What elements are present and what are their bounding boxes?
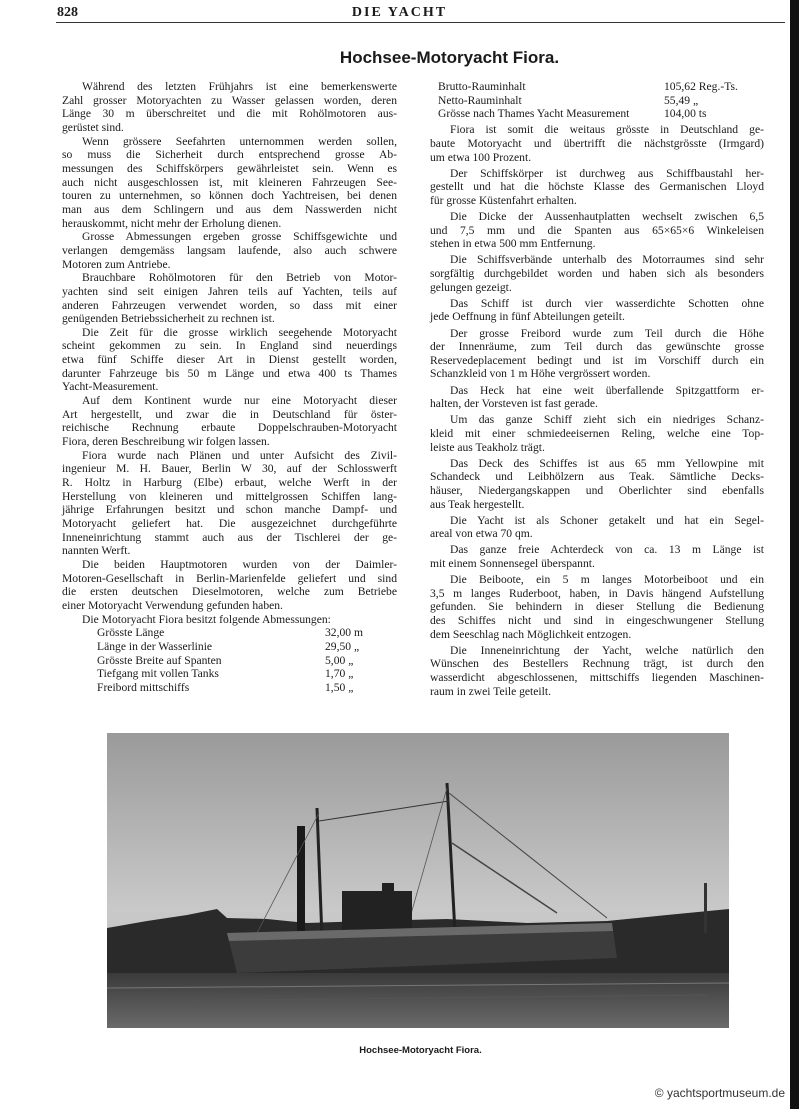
text-line: Motoren zum Antriebe. [62, 257, 171, 271]
text-line: raum in zwei Teile geteilt. [430, 684, 551, 698]
text-line: Das ganze freie Achterdeck von ca. 13 m Länge ist [450, 543, 764, 557]
scan-edge [790, 0, 799, 1109]
paragraph [62, 80, 397, 135]
page-number: 828 [57, 5, 78, 20]
text-line: die ersten deutschen Dieselmotoren, welche zum Betriebe [62, 585, 397, 599]
text-line: Fiora wurde nach Plänen und unter Aufsicht des Zivil- [82, 448, 397, 462]
text-line: mit einem Sonnensegel überspannt. [430, 556, 595, 570]
text-line: Herstellung von kleineren und mittelgrossen Schiffen lang- [62, 489, 397, 503]
text-line: Auf dem Kontinent wurde nur eine Motoryacht dieser [82, 394, 397, 408]
dimension-row [62, 681, 397, 695]
text-line: Das Heck hat eine weit überfallende Spitzgattform er- [450, 383, 764, 397]
header-rule [56, 22, 785, 23]
paragraph [430, 327, 764, 382]
text-line: Motoryacht geliefert hat. Die ausgezeichnet durchgeführte [62, 517, 397, 530]
text-line: halten, der Vorsteven ist fast gerade. [430, 397, 598, 411]
text-line: R. Holtz in Harburg (Elbe) erbaut, welche Werft in der [62, 476, 397, 490]
text-line: Fiora ist somit die weitaus grösste in Deutschland ge- [450, 123, 764, 137]
right-column [430, 80, 764, 701]
text-line: gefunden. Sie behindern in dieser Stellung die Bedienung [430, 600, 764, 614]
text-line: gestellt und hat die höchste Klasse des Germanischen Lloyd [430, 180, 764, 194]
text-line: des Schiffes nicht und sind in eingeschwungener Stellung [430, 613, 764, 627]
text-line: Brauchbare Rohölmotoren für den Betrieb von Motor- [82, 271, 397, 285]
paragraph [430, 297, 764, 324]
dimension-row [62, 626, 397, 640]
dimension-row [62, 640, 397, 654]
text-line: Der grosse Freibord wurde zum Teil durch die Höhe [450, 326, 764, 340]
figure-caption: Hochsee-Motoryacht Fiora. [359, 1045, 482, 1056]
text-line: Das Schiff ist durch vier wasserdichte Schotten ohne [450, 296, 764, 310]
paragraph [430, 543, 764, 570]
text-line: anderen Fahrzeugen verwendet worden, so dass mit einer [62, 298, 397, 312]
text-line: Der Schiffskörper ist durchweg aus Schiffbaustahl her- [450, 166, 764, 180]
paragraph [430, 167, 764, 208]
text-line: areal von etwa 70 qm. [430, 527, 533, 541]
dimension-row [62, 667, 397, 681]
row-label: Netto-Rauminhalt [438, 93, 522, 107]
text-line: jährige Erfahrungen besitzt und schon manche Dampf- und [62, 503, 397, 517]
row-label: Freibord mittschiffs [97, 680, 190, 694]
paragraph [430, 210, 764, 251]
row-value: 104,00 ts [664, 107, 707, 121]
row-label: Grösse nach Thames Yacht Measurement [438, 107, 630, 121]
text-line: Yacht-Measurement. [62, 380, 159, 394]
paragraph [430, 253, 764, 294]
text-line: Reservedeplacement bedingt und ist im Vorschiff durch ein [430, 353, 764, 367]
text-line: Das Deck des Schiffes ist aus 65 mm Yellowpine mit [450, 456, 764, 470]
text-line: Die Inneneinrichtung der Yacht, welche natürlich den [450, 643, 764, 657]
tonnage-row [430, 107, 764, 121]
text-line: reichische Rechnung erbaute Doppelschrauben-Motoryacht [62, 421, 397, 435]
row-label: Länge in der Wasserlinie [97, 639, 213, 653]
text-line: Grosse Abmessungen ergeben grosse Schiffsgewichte und [82, 230, 397, 244]
text-line: Schanzkleid von 1 m Höhe vergrössert worden. [430, 367, 651, 381]
text-line: jede Oeffnung in fünf Abteilungen geteilt. [430, 310, 625, 324]
yacht-photograph [107, 733, 729, 1028]
text-line: Inneneinrichtung stammt auch aus der Tischlerei der ge- [62, 530, 397, 544]
text-line: 3,5 m langes Ruderboot, haben, in Davis hängend Aufstellung [430, 586, 764, 600]
text-line: Wenn grössere Seefahrten unternommen werden sollen, [82, 134, 397, 148]
row-label: Grösste Breite auf Spanten [97, 653, 222, 667]
paragraph [62, 230, 397, 271]
text-line: Um das ganze Schiff zieht sich ein niedriges Schanz- [450, 413, 764, 427]
row-value: 105,62 Reg.-Ts. [664, 80, 738, 93]
text-line: genügenden Betriebssicherheit zu rechnen ist. [62, 312, 275, 326]
row-value: 32,00 m [325, 626, 364, 640]
text-line: Motoren-Gesellschaft in Berlin-Marienfelde geliefert und sind [62, 571, 397, 585]
text-line: gelungen gezeigt. [430, 280, 512, 294]
row-value: 55,49 „ [664, 93, 699, 107]
text-line: der Innenräume, zum Teil durch das gewünschte grosse [430, 340, 764, 354]
text-line: Wünschen des Bestellers Rechnung trägt, ist durch den [430, 657, 764, 671]
paragraph [430, 514, 764, 541]
text-line: so muss die Sicherheit durch entsprechend grosse Ab- [62, 148, 397, 162]
text-line: einer Motoryacht Verwendung gefunden haben. [62, 598, 283, 612]
text-line: ingenieur M. H. Bauer, Berlin W 30, auf der Schlosswerft [62, 462, 397, 476]
paragraph [430, 573, 764, 641]
text-line: touren zu unternehmen, so können doch Yachtreisen, bei denen [62, 189, 397, 203]
tonnage-row [430, 94, 764, 108]
article-title: Hochsee-Motoryacht Fiora. [339, 48, 560, 67]
row-value: 29,50 „ [325, 639, 360, 653]
text-line: Die Schiffsverbände unterhalb des Motorraumes sind sehr [450, 253, 764, 267]
text-line: scheint gekommen zu sein. In England sind neuerdings [62, 339, 397, 353]
text-line: Länge 30 m überschreitet und die mit Rohölmotoren aus- [62, 107, 397, 121]
running-head: DIE YACHT [351, 5, 448, 20]
paragraph [430, 384, 764, 411]
paragraph [62, 449, 397, 558]
left-column [62, 80, 397, 695]
text-line: Die Beiboote, ein 5 m langes Motorbeiboot und ein [450, 573, 764, 586]
text-line: Während des letzten Frühjahrs ist eine bemerkenswerte [82, 80, 397, 93]
text-line: Zahl grosser Motoryachten zu Wasser gelassen worden, deren [62, 93, 397, 107]
text-line: Art hergestellt, und zwar die in Deutschland für öster- [62, 407, 397, 421]
paragraph [430, 457, 764, 512]
text-line: Die Dicke der Aussenhautplatten wechselt zwischen 6,5 [450, 210, 764, 224]
paragraph [62, 558, 397, 613]
tonnage-row [430, 80, 764, 94]
paragraph [62, 326, 397, 394]
text-line: häuser, Niedergangskappen und Oberlichter sind ebenfalls [430, 483, 764, 497]
text-line: um etwa 100 Prozent. [430, 150, 532, 164]
paragraph [62, 394, 397, 449]
text-line: stehen in etwa 500 mm Entfernung. [430, 237, 596, 251]
text-line: dem Seeschlag nach Möglichkeit entzogen. [430, 627, 632, 641]
row-value: 1,50 „ [325, 680, 354, 694]
text-line: sorgfältig durchgebildet worden und haben sich als besonders [430, 267, 764, 281]
text-line: man aus dem Schlingern und aus dem Nasswerden nicht [62, 202, 397, 216]
text-line: leiste aus Teakholz trägt. [430, 440, 545, 454]
text-line: darunter Fahrzeuge bis 50 m Länge und etwa 400 ts Thames [62, 366, 397, 380]
text-line: auch nicht ausgeschlossen ist, mit kleineren Fahrzeugen See- [62, 175, 397, 189]
text-line: aus Teak hergestellt. [430, 497, 525, 511]
text-line: Die Yacht ist als Schoner getakelt und hat ein Segel- [450, 513, 764, 527]
text-line: etwa fünf Schiffe dieser Art in Dienst gestellt worden, [62, 353, 397, 367]
dimension-row [62, 654, 397, 668]
text-line: Die beiden Hauptmotoren wurden von der Daimler- [82, 557, 397, 571]
paragraph [62, 613, 397, 627]
text-line: für grosse Küstenfahrt erhalten. [430, 194, 577, 208]
paragraph [430, 123, 764, 164]
watermark: © yachtsportmuseum.de [654, 1086, 785, 1100]
paragraph [62, 271, 397, 326]
tonnage-table [430, 80, 764, 121]
text-line: verlangen demgemäss langsam laufende, also auch schwere [62, 243, 397, 257]
row-label: Brutto-Rauminhalt [438, 80, 526, 93]
text-line: Die Motoryacht Fiora besitzt folgende Abmessungen: [82, 612, 331, 626]
row-value: 1,70 „ [325, 667, 354, 681]
text-line: kleid mit einer schmiedeeisernen Reling, welche eine Top- [430, 426, 764, 440]
paragraph [430, 413, 764, 454]
text-line: und 7,5 mm und die Spanten aus 65×65×6 Winkeleisen [430, 223, 764, 237]
text-line: nannten Werft. [62, 544, 131, 558]
row-label: Grösste Länge [97, 626, 165, 640]
text-line: herauskommt, nicht mehr der Erholung dienen. [62, 216, 282, 230]
text-line: yachten sind seit einigen Jahren teils auf Yachten, teils auf [62, 284, 397, 298]
row-value: 5,00 „ [325, 653, 354, 667]
text-line: messungen des Schiffskörpers gewährleistet sein. Wenn es [62, 161, 397, 175]
text-line: Die Zeit für die grosse wirklich seegehende Motoryacht [82, 325, 397, 339]
row-label: Tiefgang mit vollen Tanks [97, 667, 219, 681]
text-line: wasserdicht abgeschlossenen, mittschiffs liegenden Maschinen- [430, 670, 764, 684]
text-line: baute Motoryacht und übertrifft die nächstgrösste (Irmgard) [430, 137, 764, 151]
text-line: gerüstet sind. [62, 120, 124, 134]
paragraph [430, 644, 764, 699]
text-line: Fiora, deren Beschreibung wir folgen lassen. [62, 435, 270, 449]
text-line: Schandeck und Leibhölzern aus Teak. Sämtliche Decks- [430, 470, 764, 484]
paragraph [62, 135, 397, 231]
